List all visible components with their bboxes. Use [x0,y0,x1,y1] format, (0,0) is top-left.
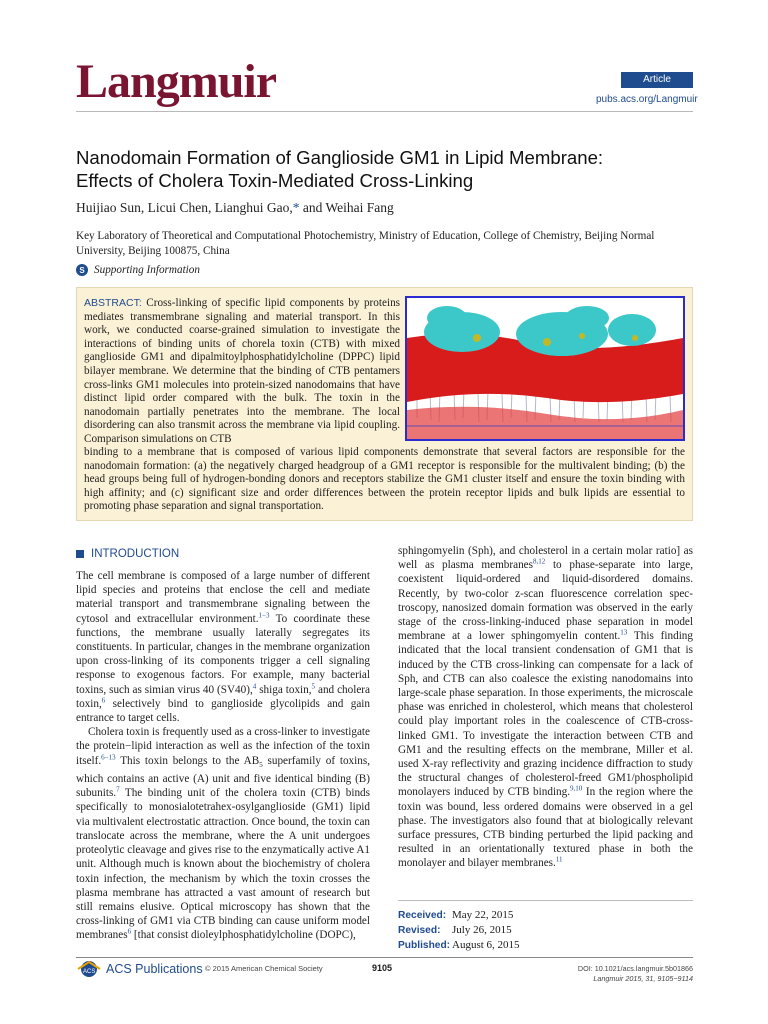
title-line-1: Nanodomain Formation of Ganglioside GM1 in Lipid Membrane: [76,147,604,168]
ref-link[interactable]: 6−13 [101,752,116,761]
intro-column-right [398,544,693,871]
journal-url-link[interactable]: pubs.acs.org/Langmuir [596,94,698,105]
journal-logo: Langmuir [76,55,277,108]
citation-text: Langmuir 2015, 31, 9105−9114 [593,974,693,983]
header-divider [76,111,693,112]
ref-link[interactable]: 9,10 [570,784,583,793]
svg-text:ACS: ACS [83,969,96,975]
acs-logo-icon [76,960,102,978]
published-row: Published: August 6, 2015 [398,939,520,951]
intro-paragraph-2: Cholera toxin is frequently used as a cross-linker to investigate the protein−lipid interaction as well as the infection of the toxin itself.$^{6-13}$ This toxin belongs to the $AB_5$ superfamily of toxins, which contains an active (A) unit and five identical binding (B) subunits.$^7$ The binding unit of the cholera toxin (CTB) binds specifically to monosialotetrahex-osylganglioside (GM1) lipid via multivalent electrostatic attraction. Once bound, the toxin can translocate across the membrane, where the A unit undergoes proteolytic cleavage and gives rise to the enzymatically active A1 unit. Although much is known about the biochemistry of cholera toxin infection, the mechanism by which the toxin crosses the plasma membrane has attracted a vast amount of research but still remains elusive. Optical microscopy has shown that the cross-linking of GM1 via CTB binding can cause uniform model membranes$^6$ [that consist dioleylphosphatidylcholine (DOPC), [76,726,371,942]
ref-link[interactable]: 1−3 [258,610,270,619]
author-list [76,200,394,216]
authors-tail: and Weihai Fang [299,200,394,215]
revised-row: Revised: July 26, 2015 [398,924,512,936]
supporting-info-label: Supporting Information [94,264,200,276]
article-type-badge: Article [621,72,693,88]
title-line-2: Effects of Cholera Toxin-Mediated Cross-Linking [76,170,474,191]
intro-column-left [76,569,370,943]
acs-publications-logo[interactable] [76,960,203,978]
abstract-text-bottom: binding to a membrane that is composed of various lipid components demonstrate that several factors are responsible for the nanodomain formation: (a) the negatively charged headgroup of a GM1 receptor is responsible for the multivalent binding; (b) the head groups being full of hydrogen-bonding donors and receptors stabilize the GM1 cluster itself and ensure the toxin binding with high affinity; and (c) significant size and order differences between the protein receptor lipids and bulk lipids are essential to promoting phase separation and signal transportation. [84,446,685,513]
paper-title [76,146,693,192]
authors-text: Huijiao Sun, Licui Chen, Lianghui Gao, [76,200,293,215]
intro-paragraph-1: The cell membrane is composed of a large number of different lipid species and proteins that enclose the cell and mediate material transport and transmembrane signaling between the cytosol and extracellular environment.$^{1-3}$ To coordinate these functions, the membrane usually laterally segregates its constituents. In particular, changes in the membrane organization upon cross-linking of its components trigger a cell signaling response to exogenous factors. For example, many bacterial toxins, such as simian virus 40 (SV40),$^4$ shiga toxin,$^5$ and cholera toxin,$^6$ selectively bind to ganglioside glycolipids and gain entrance to target cells. [76,570,370,725]
doi-citation [520,964,693,984]
section-heading-introduction [76,548,179,560]
doi-link[interactable]: DOI: 10.1021/acs.langmuir.5b01866 [577,964,693,973]
corresponding-author-link[interactable]: * [292,200,300,215]
publisher-name: ACS Publications [106,962,203,976]
publication-dates [398,908,520,953]
ref-link[interactable]: 7 [116,785,120,794]
membrane-simulation-image [407,298,683,439]
ref-link[interactable]: 13 [620,628,628,637]
footer-divider [76,957,693,958]
affiliation: Key Laboratory of Theoretical and Computational Photochemistry, Ministry of Education, College of Chemistry, Beijing Normal University, Beijing 100875, China [76,230,655,257]
page-number: 9105 [372,963,393,973]
dates-divider [398,900,693,901]
toc-graphic [405,296,685,441]
ref-link[interactable]: 8,12 [532,557,546,566]
supporting-info-link[interactable] [76,264,200,276]
section-square-icon [76,550,84,558]
ref-link[interactable]: 6 [127,927,132,936]
ref-link[interactable]: 5 [311,681,316,690]
intro-paragraph-3: sphingomyelin (Sph), and cholesterol in a certain molar ratio] as well as plasma membranes$^{8,12}$ to phase-separate into large, coexistent liquid-ordered and liquid-disordered domains. Recently, by two-color z-scan fluorescence correlation spec-troscopy, nanosized domain formation was observed in the early stage of the cross-linking-induced phase separation in model membrane at a lower sphingomyelin content.$^{13}$ This finding indicated that the local transient condensation of GM1 that is induced by the CTB cross-linking can compensate for a lack of Sph, and CTB can also coalesce the existing nanodomains into large-scale phase separation. In those experiments, the microscale phase was enriched in cholesterol, which means that cholesterol could play important roles in the coalescence of CTB-cross-linked GM1. To investigate the interaction between CTB and GM1 and the resulting effects on the membrane, Miller et al. used X-ray reflectivity and grazing incidence diffraction to study the structural changes of cholesterol-freed GM1/phospholipid monolayers induced by CTB binding.$^{9,10}$ In the region where the toxin was bound, less ordered domains were observed in a gel phase. The investigators also found that at biologically relevant surface pressures, CTB binding perturbed the lipid packing and resulted in an orientationally textured phase in both the monolayer and bilayer membranes.$^{11}$ [398,545,693,870]
received-row: Received: May 22, 2015 [398,909,514,921]
ref-link[interactable]: 11 [555,855,563,864]
abstract-body-top: Cross-linking of specific lipid components by proteins mediates transmembrane signaling and material transport. In this work, we conducted coarse-grained simulation to investigate the interactions of binding units of chorela toxin (CTB) with mixed ganglioside GM1 and dipalmitoylphosphatidylcholine (DPPC) lipid bilayer membrane. We determine that the binding of CTB pentamers cross-links GM1 molecules into protein-sized nanodomains that have distinct lipid order compared with the bulk. The toxin in the nanodomain partially penetrates into the membrane. The local disordering can also transmit across the membrane via lipid coupling. Comparison simulations on CTB [84,297,401,445]
copyright-text: © 2015 American Chemical Society [205,964,323,973]
section-title: INTRODUCTION [91,548,180,560]
ref-link[interactable]: 6 [101,696,106,705]
abstract-text-top [84,297,400,447]
ref-link[interactable]: 4 [252,681,257,690]
supporting-info-icon: S [76,264,88,276]
abstract-label: ABSTRACT: [84,297,142,309]
